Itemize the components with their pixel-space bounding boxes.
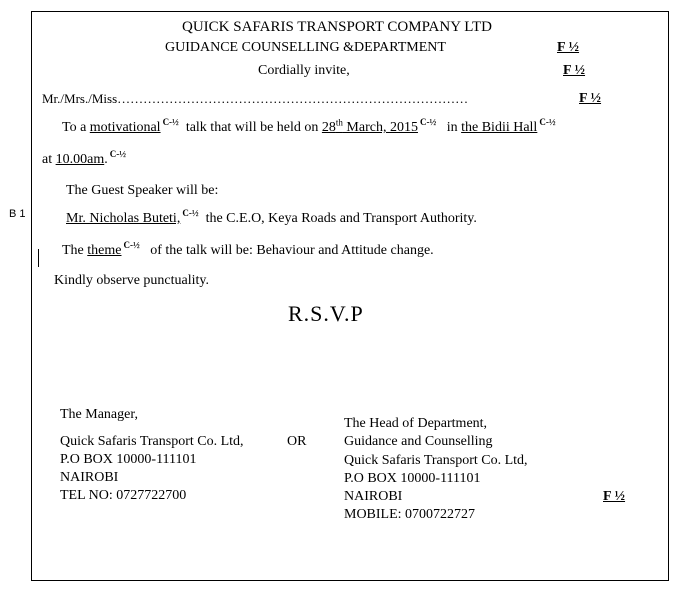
theme-prefix: The: [62, 243, 84, 258]
date-rest: March, 2015: [342, 120, 418, 135]
mark-c-half-1: C-½: [162, 117, 179, 127]
mark-c-half-4: C-½: [109, 149, 126, 159]
event-time: 10.00am: [55, 152, 105, 167]
word-theme: theme: [87, 243, 122, 258]
right-contact-title: The Head of Department,: [344, 416, 488, 431]
time-prefix: at: [42, 152, 53, 167]
left-contact-title: The Manager,: [60, 407, 138, 422]
text-cursor: [38, 249, 39, 267]
mark-f-half-1: F ½: [557, 40, 580, 55]
right-contact-mobile: MOBILE: 0700722727: [344, 507, 476, 522]
date-suffix: th: [335, 117, 343, 128]
speaker-role: the C.E.O, Keya Roads and Transport Authority.: [205, 211, 477, 226]
mark-f-half-2: F ½: [563, 63, 586, 78]
company-title: QUICK SAFARIS TRANSPORT COMPANY LTD: [182, 19, 493, 35]
punctuality-note: Kindly observe punctuality.: [54, 273, 210, 288]
mark-f-half-3: F ½: [579, 91, 602, 106]
right-contact-city: NAIROBI: [344, 489, 403, 504]
mark-c-half-2: C-½: [419, 117, 437, 127]
margin-mark-b1: B 1: [9, 208, 26, 220]
left-contact-city: NAIROBI: [60, 470, 119, 485]
time-period: .: [104, 152, 108, 167]
theme-line: [62, 240, 434, 259]
word-motivational: motivational: [89, 120, 161, 135]
line1-text-b: talk that will be held on: [185, 120, 319, 135]
recipient-line: Mr./Mrs./Miss………………………………………………………………………: [42, 91, 469, 106]
date-day: 28: [321, 120, 336, 135]
right-contact-company: Quick Safaris Transport Co. Ltd,: [344, 453, 528, 468]
line1-text-a: To a: [62, 120, 87, 135]
mark-f-half-4: F ½: [603, 489, 626, 504]
right-contact-pobox: P.O BOX 10000-111101: [344, 471, 481, 486]
invitation-line-1: [62, 117, 556, 136]
event-date: [321, 117, 418, 135]
speaker-line: [66, 208, 477, 227]
guest-intro: The Guest Speaker will be:: [66, 183, 219, 198]
invitation-time-line: [42, 149, 126, 168]
mark-c-half-6: C-½: [123, 240, 140, 250]
left-contact-phone: TEL NO: 0727722700: [60, 488, 187, 503]
invite-line: Cordially invite,: [258, 63, 350, 78]
or-separator: OR: [287, 434, 307, 449]
department-title: GUIDANCE COUNSELLING &DEPARTMENT: [165, 40, 446, 55]
speaker-name: Mr. Nicholas Buteti,: [66, 211, 181, 226]
theme-text: of the talk will be: Behaviour and Attitude change.: [150, 243, 434, 258]
left-contact-company: Quick Safaris Transport Co. Ltd,: [60, 434, 244, 449]
mark-c-half-5: C-½: [182, 208, 199, 218]
right-contact-dept: Guidance and Counselling: [344, 434, 493, 449]
line1-text-c: in: [446, 120, 458, 135]
mark-c-half-3: C-½: [539, 117, 556, 127]
left-contact-pobox: P.O BOX 10000-111101: [60, 452, 197, 467]
rsvp-heading: R.S.V.P: [288, 301, 364, 326]
event-venue: the Bidii Hall: [461, 120, 538, 135]
